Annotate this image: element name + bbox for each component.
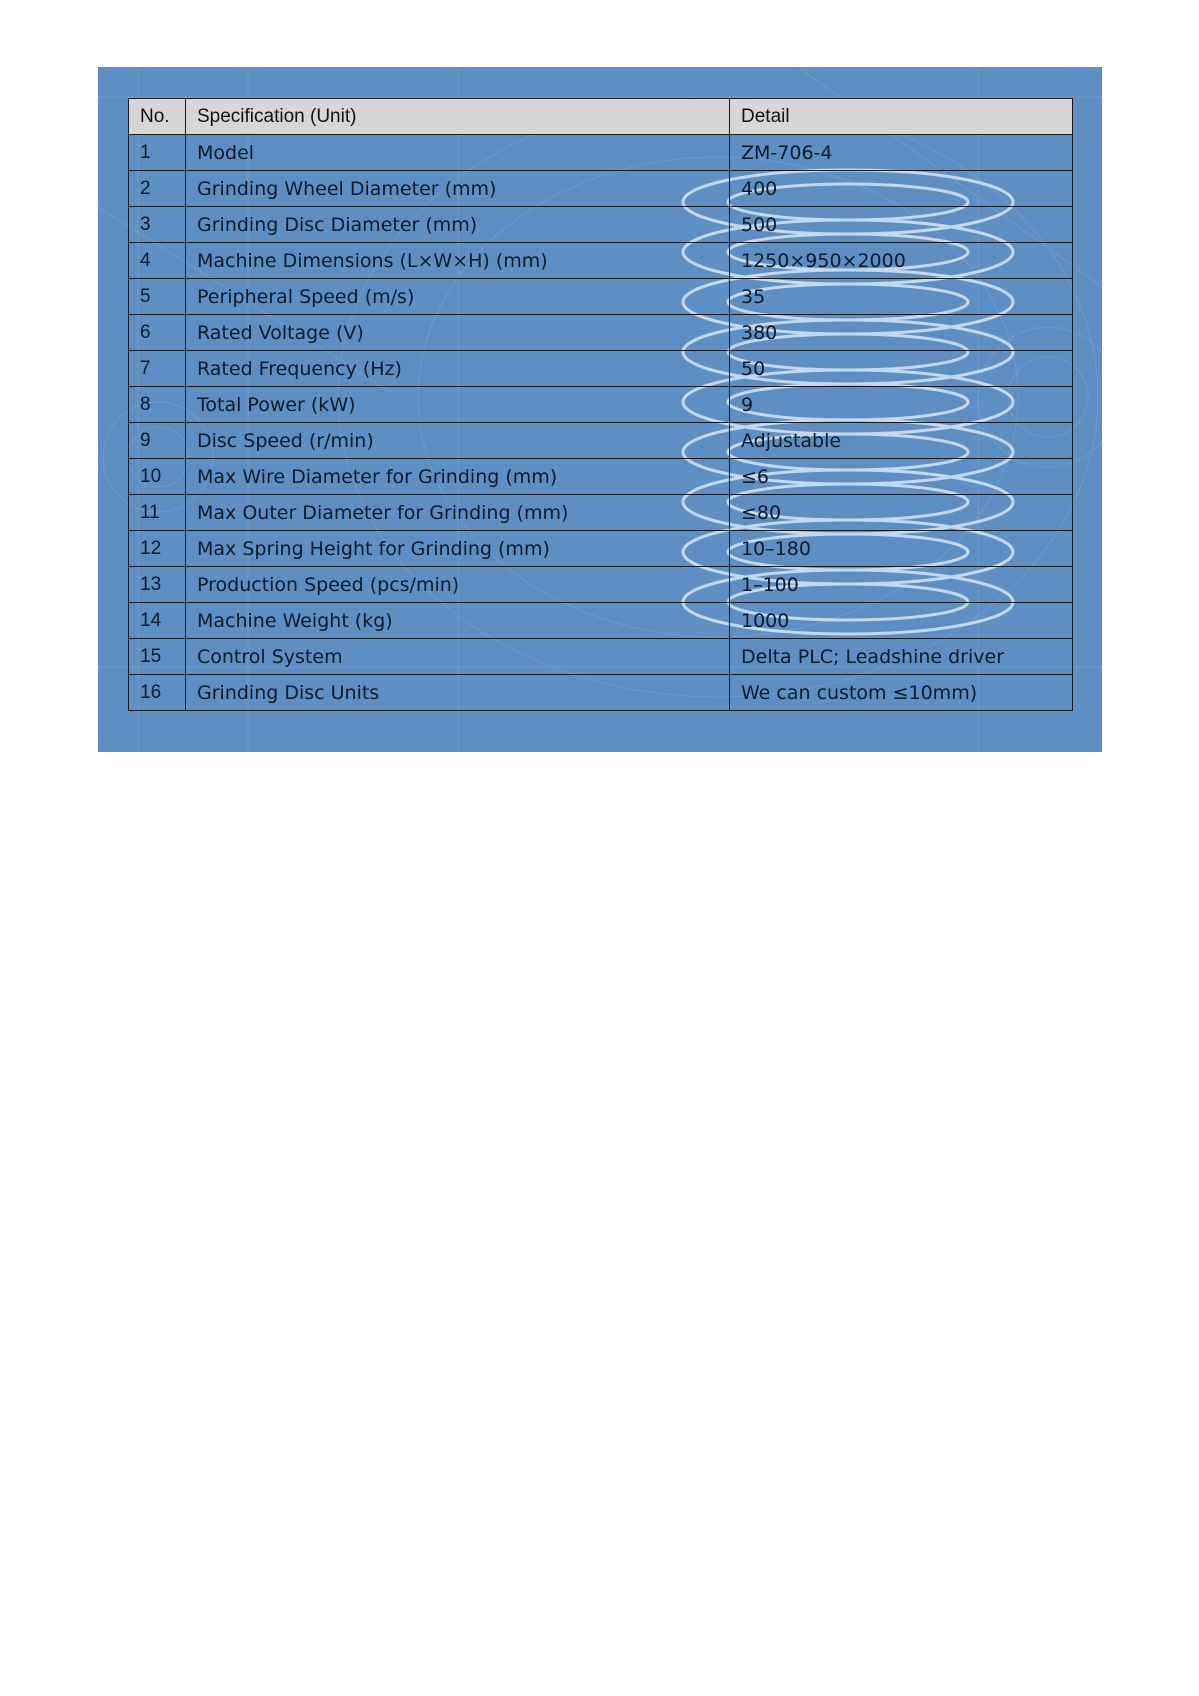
row-detail: We can custom ≤10mm): [730, 675, 1073, 711]
row-detail: Adjustable: [730, 423, 1073, 459]
row-no: 1: [129, 135, 186, 171]
row-detail: 380: [730, 315, 1073, 351]
row-spec: Max Spring Height for Grinding (mm): [186, 531, 730, 567]
row-spec: Rated Voltage (V): [186, 315, 730, 351]
table-header-row: [129, 99, 1073, 135]
row-spec: Grinding Wheel Diameter (mm): [186, 171, 730, 207]
table-row: [129, 603, 1073, 639]
table-row: [129, 171, 1073, 207]
row-spec: Grinding Disc Diameter (mm): [186, 207, 730, 243]
row-spec: Max Wire Diameter for Grinding (mm): [186, 459, 730, 495]
table-row: [129, 135, 1073, 171]
table-row: [129, 243, 1073, 279]
row-spec: Rated Frequency (Hz): [186, 351, 730, 387]
table-row: [129, 423, 1073, 459]
row-detail: 1000: [730, 603, 1073, 639]
row-spec: Disc Speed (r/min): [186, 423, 730, 459]
row-spec: Grinding Disc Units: [186, 675, 730, 711]
row-detail: 9: [730, 387, 1073, 423]
row-detail: 50: [730, 351, 1073, 387]
table-row: [129, 315, 1073, 351]
row-detail: 35: [730, 279, 1073, 315]
row-spec: Total Power (kW): [186, 387, 730, 423]
table-row: [129, 351, 1073, 387]
row-no: 2: [129, 171, 186, 207]
row-detail: ZM-706-4: [730, 135, 1073, 171]
table-row: [129, 387, 1073, 423]
row-spec: Model: [186, 135, 730, 171]
row-no: 11: [129, 495, 186, 531]
table-row: [129, 207, 1073, 243]
row-detail: 10–180: [730, 531, 1073, 567]
row-no: 6: [129, 315, 186, 351]
row-no: 12: [129, 531, 186, 567]
row-detail: 500: [730, 207, 1073, 243]
row-detail: ≤80: [730, 495, 1073, 531]
row-no: 15: [129, 639, 186, 675]
row-detail: 1–100: [730, 567, 1073, 603]
header-no: No.: [129, 99, 186, 135]
row-spec: Peripheral Speed (m/s): [186, 279, 730, 315]
table-row: [129, 675, 1073, 711]
row-no: 8: [129, 387, 186, 423]
row-no: 9: [129, 423, 186, 459]
row-detail: ≤6: [730, 459, 1073, 495]
row-spec: Machine Dimensions (L×W×H) (mm): [186, 243, 730, 279]
row-no: 5: [129, 279, 186, 315]
row-detail: 400: [730, 171, 1073, 207]
row-no: 14: [129, 603, 186, 639]
table-row: [129, 567, 1073, 603]
row-no: 10: [129, 459, 186, 495]
row-no: 3: [129, 207, 186, 243]
row-no: 4: [129, 243, 186, 279]
table-row: [129, 459, 1073, 495]
spec-table: [128, 98, 1073, 711]
table-row: [129, 495, 1073, 531]
spec-panel: [98, 67, 1102, 752]
table-row: [129, 279, 1073, 315]
row-detail: Delta PLC; Leadshine driver: [730, 639, 1073, 675]
header-detail: Detail: [730, 99, 1073, 135]
row-no: 7: [129, 351, 186, 387]
table-row: [129, 639, 1073, 675]
row-spec: Control System: [186, 639, 730, 675]
header-spec: Specification (Unit): [186, 99, 730, 135]
row-spec: Machine Weight (kg): [186, 603, 730, 639]
row-spec: Production Speed (pcs/min): [186, 567, 730, 603]
row-spec: Max Outer Diameter for Grinding (mm): [186, 495, 730, 531]
row-no: 16: [129, 675, 186, 711]
row-no: 13: [129, 567, 186, 603]
table-row: [129, 531, 1073, 567]
row-detail: 1250×950×2000: [730, 243, 1073, 279]
